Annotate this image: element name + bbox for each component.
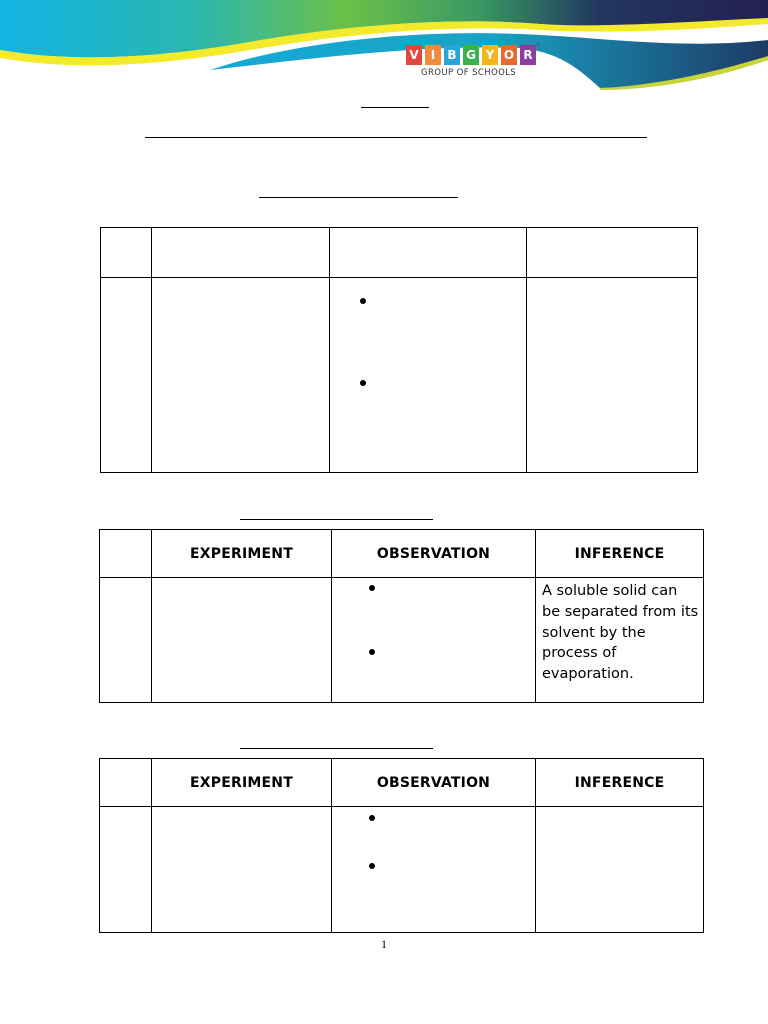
header-banner — [0, 0, 768, 95]
header-observation: OBSERVATION — [332, 530, 536, 578]
header-observation: OBSERVATION — [332, 759, 536, 807]
bullet-icon — [369, 585, 375, 591]
bullet-icon — [369, 815, 375, 821]
table-header-row — [100, 530, 704, 578]
table-row — [100, 578, 704, 703]
table-row — [101, 278, 698, 473]
table-row — [100, 807, 704, 933]
title-line-long — [145, 137, 647, 138]
section-heading-line-1 — [259, 197, 458, 198]
header-experiment — [152, 228, 330, 278]
inference-text: A soluble solid can be separated from its solvent by the process of evaporation. — [542, 583, 699, 683]
header-inference: INFERENCE — [536, 530, 704, 578]
cell-inference — [536, 807, 704, 933]
experiment-table-1 — [100, 227, 698, 473]
logo-letter: Y — [482, 45, 498, 65]
section-heading-line-2 — [240, 519, 433, 520]
header-experiment: EXPERIMENT — [152, 530, 332, 578]
section-heading-line-3 — [240, 748, 433, 749]
bullet-icon — [360, 298, 366, 304]
cell-serial — [100, 807, 152, 933]
bullet-icon — [369, 649, 375, 655]
logo-letter: R — [520, 45, 536, 65]
cell-experiment — [152, 278, 330, 473]
cell-inference — [527, 278, 698, 473]
header-serial — [101, 228, 152, 278]
bullet-icon — [360, 380, 366, 386]
experiment-table-3 — [99, 758, 704, 933]
title-line-short — [361, 107, 429, 108]
vibgyor-logo — [406, 45, 542, 85]
header-serial — [100, 759, 152, 807]
registered-mark: ® — [536, 43, 541, 49]
header-serial — [100, 530, 152, 578]
header-observation — [330, 228, 527, 278]
cell-serial — [100, 578, 152, 703]
logo-letter: I — [425, 45, 441, 65]
logo-subtitle: GROUP OF SCHOOLS — [421, 68, 517, 78]
cell-observation — [330, 278, 527, 473]
cell-serial — [101, 278, 152, 473]
page-number: 1 — [381, 937, 387, 951]
header-experiment: EXPERIMENT — [152, 759, 332, 807]
table-header-row — [100, 759, 704, 807]
header-inference: INFERENCE — [536, 759, 704, 807]
logo-letter: V — [406, 45, 422, 65]
cell-experiment — [152, 578, 332, 703]
table-header-row — [101, 228, 698, 278]
cell-observation — [332, 807, 536, 933]
cell-experiment — [152, 807, 332, 933]
logo-letter: B — [444, 45, 460, 65]
cell-inference — [536, 578, 704, 703]
logo-letter: O — [501, 45, 517, 65]
experiment-table-2 — [99, 529, 704, 703]
header-inference — [527, 228, 698, 278]
logo-letter: G — [463, 45, 479, 65]
bullet-icon — [369, 863, 375, 869]
cell-observation — [332, 578, 536, 703]
